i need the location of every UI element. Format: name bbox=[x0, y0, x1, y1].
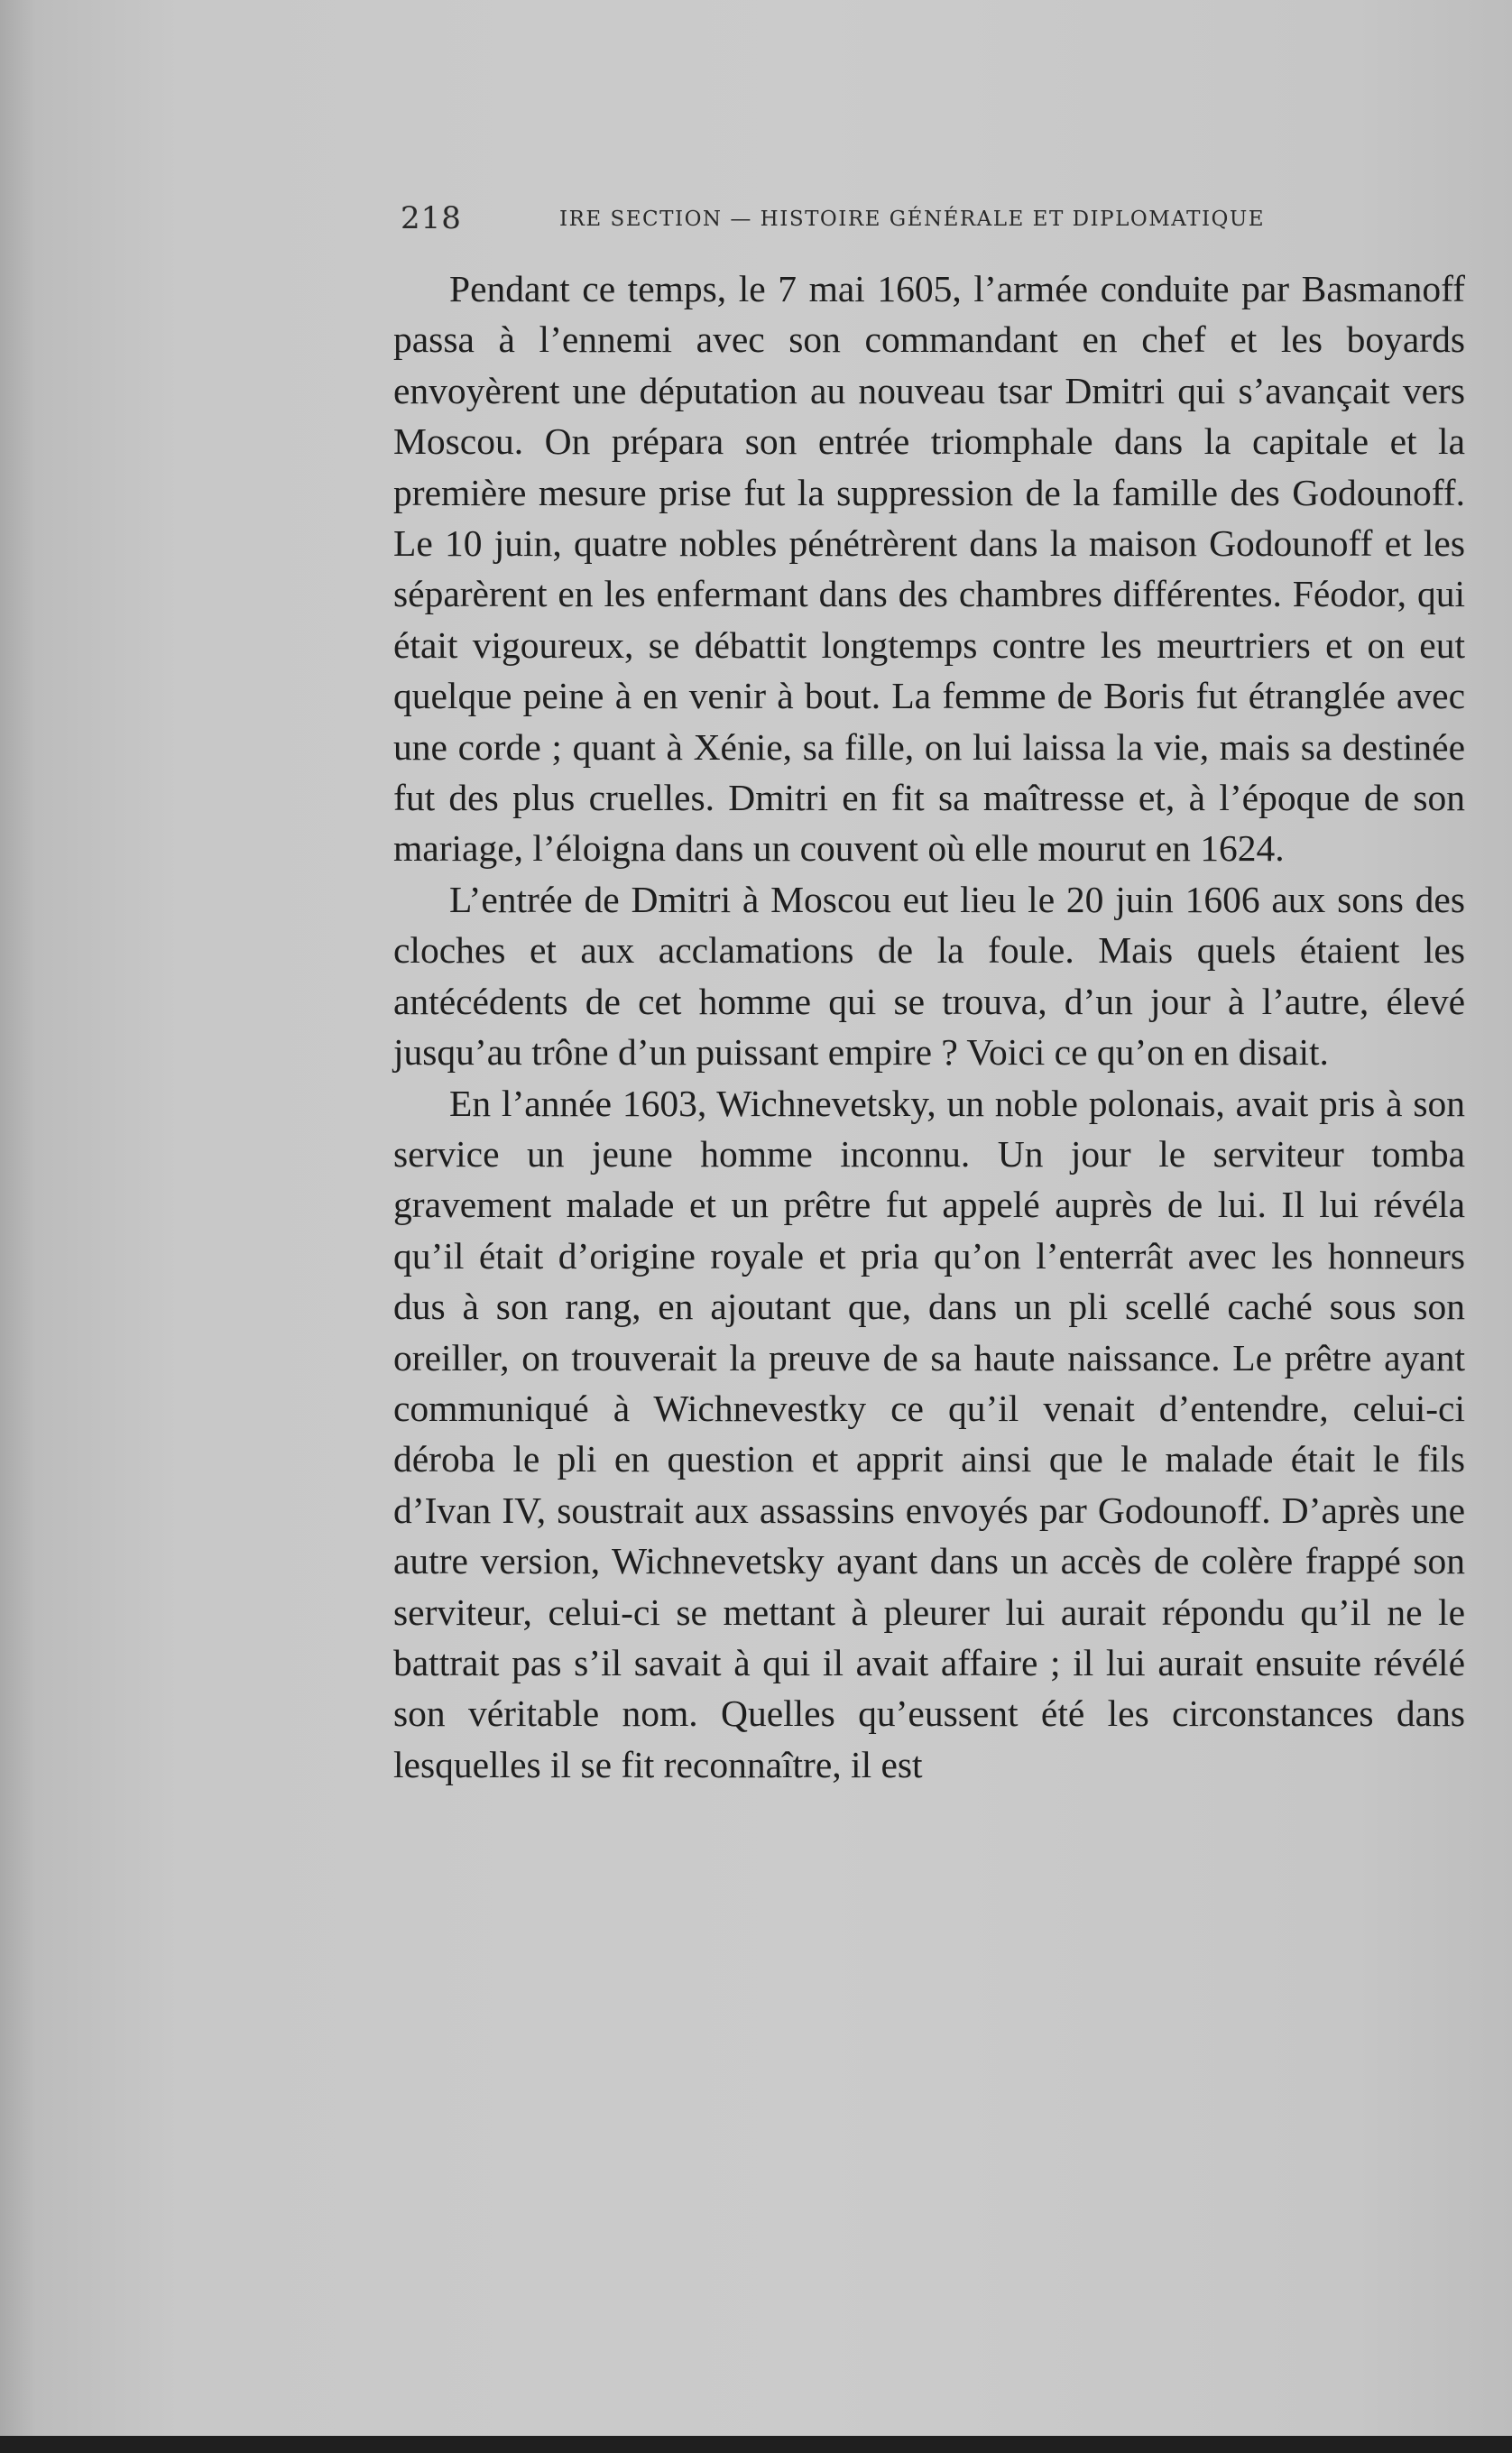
page-header bbox=[401, 200, 1321, 245]
page-number: 218 bbox=[401, 200, 462, 236]
scan-bottom-edge bbox=[0, 2436, 1512, 2453]
body-text bbox=[393, 263, 1465, 1790]
paragraph: Pendant ce temps, le 7 mai 1605, l’armée conduite par Basmanoff passa à l’ennemi avec son commandant en chef et les boyards envoyèrent une députation au nouveau tsar Dmitri qui s’avançait vers Moscou. On prépara son entrée triomphale dans la capitale et la première mesure prise fut la suppression de la famille des Godounoff. Le 10 juin, quatre nobles pénétrèrent dans la maison Godounoff et les séparèrent en les enfermant dans des chambres différentes. Féodor, qui était vigoureux, se débattit longtemps contre les meurtriers et on eut quelque peine à en venir à bout. La femme de Boris fut étranglée avec une corde ; quant à Xénie, sa fille, on lui laissa la vie, mais sa destinée fut des plus cruelles. Dmitri en fit sa maîtresse et, à l’époque de son mariage, l’éloigna dans un couvent où elle mourut en 1624. bbox=[393, 268, 1465, 870]
paragraph: L’entrée de Dmitri à Moscou eut lieu le 20 juin 1606 aux sons des cloches et aux acclamations de la foule. Mais quels étaient les antécédents de cet homme qui se trouva, d’un jour à l’autre, élevé jusqu’au trône d’un puissant empire ? Voici ce qu’on en disait. bbox=[393, 878, 1465, 1074]
paragraph: En l’année 1603, Wichnevetsky, un noble polonais, avait pris à son service un jeune homme inconnu. Un jour le serviteur tomba gravement malade et un prêtre fut appelé auprès de lui. Il lui révéla qu’il était d’origine royale et pria qu’on l’enterrât avec les honneurs dus à son rang, en ajoutant que, dans un pli scellé caché sous son oreiller, on trouverait la preuve de sa haute naissance. Le prêtre ayant communiqué à Wichnevestky ce qu’il venait d’entendre, celui-ci déroba le pli en question et apprit ainsi que le malade était le fils d’Ivan IV, soustrait aux assassins envoyés par Godounoff. D’après une autre version, Wichnevetsky ayant dans un accès de colère frappé son serviteur, celui-ci se mettant à pleurer lui aurait répondu qu’il ne le battrait pas s’il savait à qui il avait affaire ; il lui aurait ensuite révélé son véritable nom. Quelles qu’eussent été les circonstances dans lesquelles il se fit reconnaître, il est bbox=[393, 1082, 1465, 1785]
running-head: IRE SECTION — HISTOIRE GÉNÉRALE ET DIPLOMATIQUE bbox=[559, 207, 1266, 231]
